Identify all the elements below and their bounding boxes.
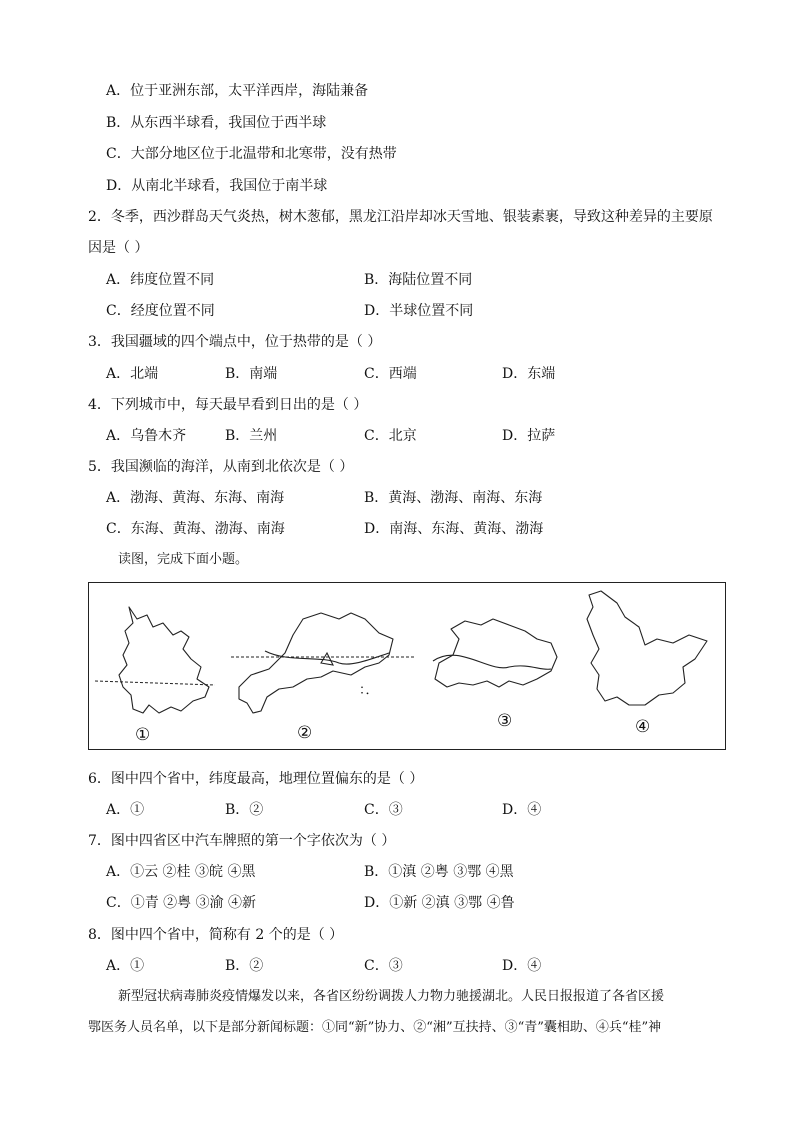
q1-option-b: B．从东西半球看，我国位于西半球: [106, 115, 327, 131]
map-dots: ：．: [359, 683, 379, 698]
q5-option-b: B．黄海、渤海、南海、东海: [364, 490, 543, 506]
q7-stem: 7．图中四省区中汽车牌照的第一个字依次为（ ）: [88, 833, 396, 849]
q4-option-d: D．拉萨: [502, 428, 556, 444]
q5-option-a: A．渤海、黄海、东海、南海: [106, 490, 285, 506]
province-4-outline: [587, 591, 707, 705]
province-3-outline: [435, 619, 557, 687]
figure-intro: 读图，完成下面小题。: [118, 552, 249, 567]
q7-option-d: D．①新 ②滇 ③鄂 ④鲁: [364, 895, 515, 911]
q2-stem-line1: 2．冬季，西沙群岛天气炎热，树木葱郁，黑龙江沿岸却冰天雪地、银装素裹，导致这种差异的主要原: [88, 209, 713, 225]
province-2-outline: [239, 613, 393, 713]
passage-line2: 鄂医务人员名单，以下是部分新闻标题：①同“新”协力、②“湘”互扶持、③“青”囊相助、④兵“桂”神: [88, 1020, 662, 1035]
river-3: [433, 655, 551, 669]
q4-stem: 4．下列城市中，每天最早看到日出的是（ ）: [88, 397, 368, 413]
q6-option-a: A．①: [106, 802, 145, 818]
map-label-4: ④: [635, 717, 651, 737]
q1-option-a: A．位于亚洲东部，太平洋西岸，海陆兼备: [106, 83, 369, 99]
q8-option-a: A．①: [106, 958, 145, 974]
q8-stem: 8．图中四个省中，简称有 2 个的是（ ）: [88, 927, 344, 943]
province-map-figure: [88, 582, 726, 750]
q8-option-c: C．③: [364, 958, 403, 974]
q7-option-a: A．①云 ②桂 ③皖 ④黑: [106, 864, 256, 880]
passage-line1: 新型冠状病毒肺炎疫情爆发以来，各省区纷纷调拨人力物力驰援湖北。人民日报报道了各省区援: [118, 989, 665, 1004]
q8-option-b: B．②: [225, 958, 264, 974]
q7-option-c: C．①青 ②粤 ③渝 ④新: [106, 895, 257, 911]
q6-option-c: C．③: [364, 802, 403, 818]
q6-stem: 6．图中四个省中，纬度最高，地理位置偏东的是（ ）: [88, 771, 424, 787]
q3-stem: 3．我国疆域的四个端点中，位于热带的是（ ）: [88, 334, 382, 350]
q1-option-d: D．从南北半球看，我国位于南半球: [106, 178, 328, 194]
latitude-line-1: [95, 681, 215, 685]
q3-option-a: A．北端: [106, 366, 159, 382]
q5-stem: 5．我国濒临的海洋，从南到北依次是（ ）: [88, 459, 354, 475]
q5-option-d: D．南海、东海、黄海、渤海: [364, 521, 544, 537]
q4-option-c: C．北京: [364, 428, 417, 444]
q1-option-c: C．大部分地区位于北温带和北寒带，没有热带: [106, 146, 397, 162]
q2-stem-line2: 因是（ ）: [88, 240, 149, 256]
map-label-3: ③: [497, 711, 513, 731]
q2-option-d: D．半球位置不同: [364, 303, 474, 319]
q4-option-a: A．乌鲁木齐: [106, 428, 187, 444]
q2-option-c: C．经度位置不同: [106, 303, 215, 319]
q7-option-b: B．①滇 ②粤 ③鄂 ④黑: [364, 864, 514, 880]
map-label-1: ①: [135, 725, 151, 745]
province-outlines: [89, 583, 725, 749]
map-label-2: ②: [297, 723, 313, 743]
q2-option-a: A．纬度位置不同: [106, 272, 215, 288]
delta-2: [321, 653, 333, 665]
q3-option-d: D．东端: [502, 366, 556, 382]
q8-option-d: D．④: [502, 958, 542, 974]
q6-option-d: D．④: [502, 802, 542, 818]
q4-option-b: B．兰州: [225, 428, 278, 444]
province-1-outline: [119, 607, 209, 713]
q2-option-b: B．海陆位置不同: [364, 272, 473, 288]
q3-option-c: C．西端: [364, 366, 417, 382]
q5-option-c: C．东海、黄海、渤海、南海: [106, 521, 285, 537]
q3-option-b: B．南端: [225, 366, 278, 382]
q6-option-b: B．②: [225, 802, 264, 818]
